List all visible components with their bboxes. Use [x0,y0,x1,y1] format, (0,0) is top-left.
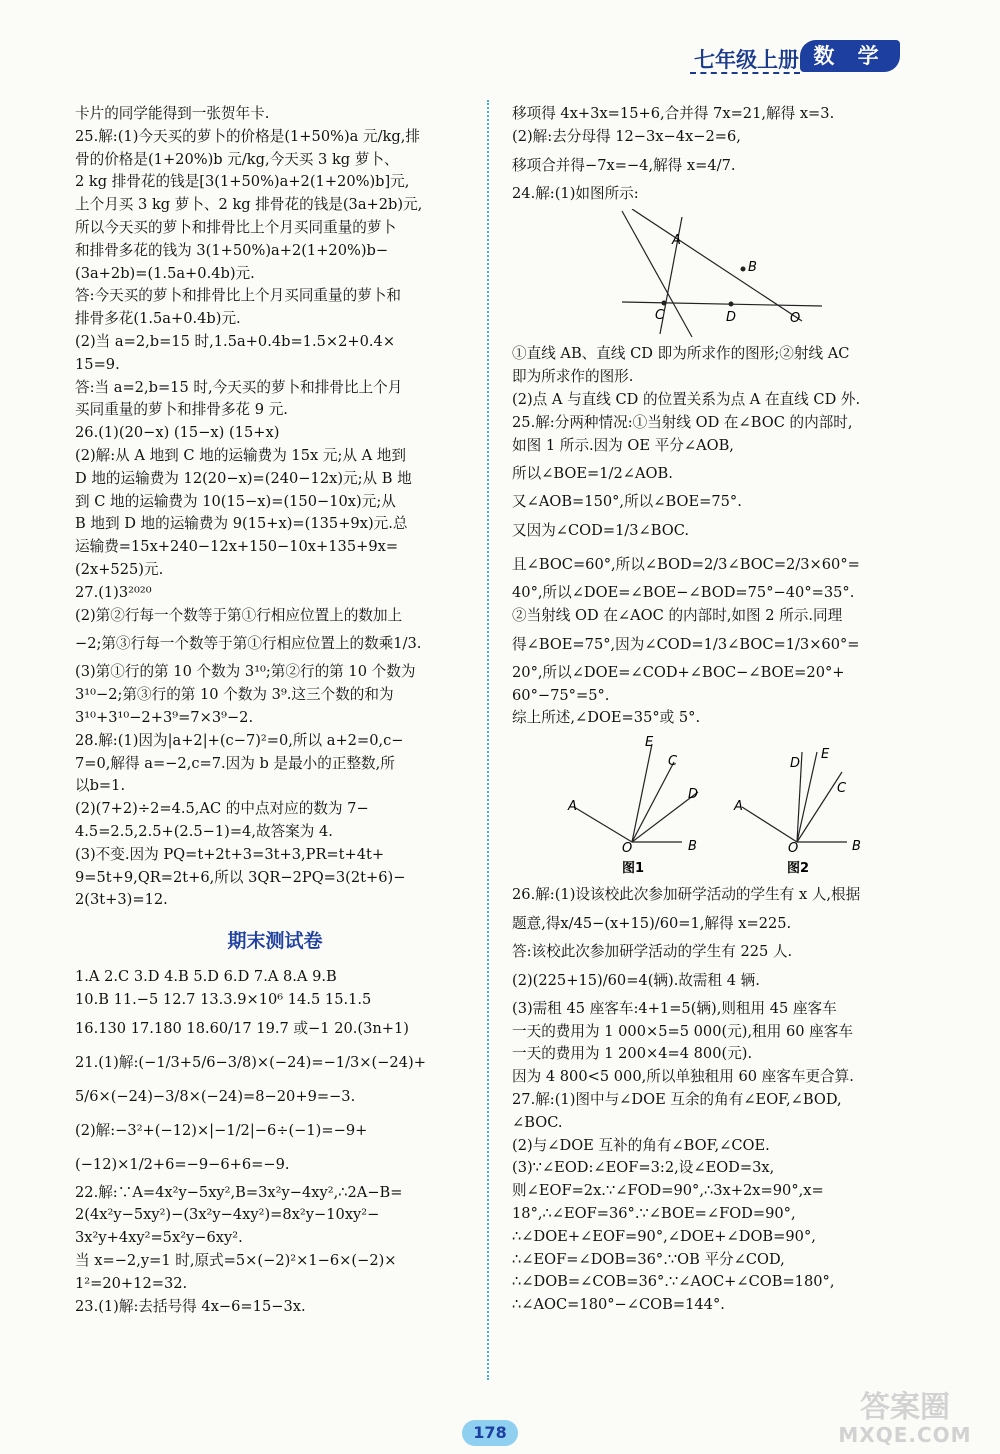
text-line: 得∠BOE=75°,因为∠COD=1/3∠BOC=1/3×60°= [512,635,860,653]
fig2-label-e: E [821,747,830,763]
text-line: ∴∠DOB=∠COB=36°.∵∠AOC+∠COB=180°, [512,1273,835,1291]
right-answers-part1 [512,103,912,205]
text-line: (2)与∠DOE 互补的角有∠BOF,∠COE. [512,1136,770,1154]
angle-figure-1 [567,735,698,876]
text-line: 4.5=2.5,2.5+(2.5−1)=4,故答案为 4. [75,822,333,840]
text-line: 60°−75°=5°. [512,686,610,704]
text-line: 答:当 a=2,b=15 时,今天买的萝卜和排骨比上个月 [75,378,403,396]
text-line: 综上所述,∠DOE=35°或 5°. [512,709,701,727]
text-line: (2)(225+15)/60=4(辆).故需租 4 辆. [512,971,760,989]
text-line: 答:今天买的萝卜和排骨比上个月买同重量的萝卜和 [75,287,401,305]
text-line: D 地的运输费为 12(20−x)=(240−12x)元;从 B 地 [75,469,412,487]
figure-lines-diagram [512,209,822,339]
text-line: ∴∠DOE+∠EOF=90°,∠DOE+∠DOB=90°, [512,1227,816,1245]
text-line: 以b=1. [75,777,126,795]
text-line: (2)点 A 与直线 CD 的位置关系为点 A 在直线 CD 外. [512,390,861,408]
text-line: ②当射线 OD 在∠AOC 的内部时,如图 2 所示.同理 [512,606,843,624]
text-line: 7=0,解得 a=−2,c=7.因为 b 是最小的正整数,所 [75,754,395,772]
text-line: 一天的费用为 1 200×4=4 800(元). [512,1045,753,1063]
text-line: 15=9. [75,355,120,373]
text-line: 所以∠BOE=1/2∠AOB. [512,465,673,483]
text-line: 买同重量的萝卜和排骨多花 9 元. [75,401,288,419]
text-line: 排骨多花(1.5a+0.4b)元. [75,310,241,328]
text-line: 3¹⁰+3¹⁰−2+3⁹=7×3⁹−2. [75,708,254,726]
column-divider [487,100,489,1380]
text-line: 10.B 11.−5 12.7 13.3.9×10⁶ 14.5 15.1.5 [75,990,372,1008]
text-line: 又∠AOB=150°,所以∠BOE=75°. [512,493,742,511]
fig2-label-a: A [734,799,743,815]
text-line: 运输费=15x+240−12x+150−10x+135+9x= [75,538,399,556]
text-line: 26.解:(1)设该校此次参加研学活动的学生有 x 人,根据 [512,886,861,904]
text-line: (2x+525)元. [75,560,164,578]
text-line: (2)(7+2)÷2=4.5,AC 的中点对应的数为 7− [75,800,369,818]
text-line: (3)∵∠EOD:∠EOF=3:2,设∠EOD=3x, [512,1159,775,1177]
text-line: 和排骨多花的钱为 3(1+50%)a+2(1+20%)b− [75,241,389,259]
fig1-label-e: E [645,735,654,751]
fig1-label-o: O [622,841,633,857]
text-line: 当 x=−2,y=1 时,原式=5×(−2)²×1−6×(−2)× [75,1252,397,1270]
text-line: 移项合并得−7x=−4,解得 x=4/7. [512,156,736,174]
text-line: 骨的价格是(1+20%)b 元/kg,今天买 3 kg 萝卜、 [75,150,399,168]
text-line: 1.A 2.C 3.D 4.B 5.D 6.D 7.A 8.A 9.B [75,968,337,986]
text-line: 一天的费用为 1 000×5=5 000(元),租用 60 座客车 [512,1022,853,1040]
text-line: 3x²y+4xy²=5x²y−6xy². [75,1229,243,1247]
label-d: D [726,310,737,326]
fig2-label-o: O [788,841,799,857]
text-line: 2 kg 排骨花的钱是[3(1+50%)a+2(1+20%)b]元, [75,173,410,191]
text-line: 上个月买 3 kg 萝卜、2 kg 排骨花的钱是(3a+2b)元, [75,196,423,214]
label-b: B [748,260,757,276]
text-line: B 地到 D 地的运输费为 9(15+x)=(135+9x)元.总 [75,515,408,533]
fig1-label-a: A [568,799,577,815]
fig1-caption: 图1 [622,861,645,877]
text-line: 24.解:(1)如图所示: [512,184,639,202]
text-line: 且∠BOC=60°,所以∠BOD=2/3∠BOC=2/3×60°= [512,556,860,574]
grade-label: 七年级上册 [694,48,799,72]
text-line: 27.(1)3²⁰²⁰ [75,583,152,601]
subject-tab: 数 学 [800,40,900,72]
text-line: 25.解:分两种情况:①当射线 OD 在∠BOC 的内部时, [512,413,853,431]
text-line: 28.解:(1)因为|a+2|+(c−7)²=0,所以 a+2=0,c− [75,731,404,749]
text-line: 2(3t+3)=12. [75,891,168,909]
text-line: 因为 4 800<5 000,所以单独租用 60 座客车更合算. [512,1068,854,1086]
text-line: (2)解:去分母得 12−3x−4x−2=6, [512,127,741,145]
right-answers-part3 [512,884,912,1317]
fig2-caption: 图2 [787,861,810,877]
text-line: 移项得 4x+3x=15+6,合并得 7x=21,解得 x=3. [512,105,835,122]
line-cd [622,302,822,306]
point-d [729,302,734,307]
fig2-label-c: C [837,781,847,797]
text-line: ∠BOC. [512,1113,563,1131]
text-line: 18°,∴∠EOF=36°.∵∠BOE=∠FOD=90°, [512,1204,796,1222]
text-line: 27.解:(1)图中与∠DOE 互余的角有∠EOF,∠BOD, [512,1090,842,1108]
text-line: 3¹⁰−2;第③行的第 10 个数为 3⁹.这三个数的和为 [75,686,394,704]
text-line: 如图 1 所示.因为 OE 平分∠AOB, [512,436,734,454]
text-line: 卡片的同学能得到一张贺年卡. [75,105,270,122]
point-c [662,301,667,306]
text-line: (−12)×1/2+6=−9−6+6=−9. [75,1155,290,1173]
left-answers-part2 [75,966,475,1318]
text-line: 26.(1)(20−x) (15−x) (15+x) [75,424,280,442]
text-line: (3a+2b)=(1.5a+0.4b)元. [75,264,255,282]
text-line: 则∠EOF=2x.∵∠FOD=90°,∴3x+2x=90°,x= [512,1182,824,1200]
text-line: 题意,得x/45−(x+15)/60=1,解得 x=225. [512,914,792,932]
text-line: (2)第②行每一个数等于第①行相应位置上的数加上 [75,606,403,624]
fig1-label-c: C [668,754,678,770]
section-title: 期末测试卷 [227,930,323,953]
text-line: 40°,所以∠DOE=∠BOE−∠BOD=75°−40°=35°. [512,584,855,602]
text-line: (3)需租 45 座客车:4+1=5(辆),则租用 45 座客车 [512,999,837,1017]
fig1-label-d: D [688,787,699,803]
text-line: (3)不变.因为 PQ=t+2t+3=3t+3,PR=t+4t+ [75,845,385,863]
fig2-label-b: B [852,839,861,855]
point-b [741,267,746,272]
watermark-text: 答案圈 [860,1390,950,1425]
text-line: (2)解:从 A 地到 C 地的运输费为 15x 元;从 A 地到 [75,446,406,464]
left-column [75,103,475,1318]
text-line: 23.(1)解:去括号得 4x−6=15−3x. [75,1297,306,1315]
label-o: O [790,311,801,327]
figure-angles-diagram [512,732,872,882]
right-column [512,103,912,1317]
text-line: 又因为∠COD=1/3∠BOC. [512,522,690,540]
text-line: 所以今天买的萝卜和排骨比上个月买同重量的萝卜 [75,218,397,236]
text-line: ①直线 AB、直线 CD 即为所求作的图形;②射线 AC [512,345,850,363]
label-a: A [672,233,681,249]
fig1-label-b: B [688,839,697,855]
watermark-logo [830,1392,980,1450]
label-c: C [655,308,665,324]
text-line: 1²=20+12=32. [75,1274,188,1292]
text-line: 16.130 17.180 18.60/17 19.7 或−1 20.(3n+1) [75,1019,409,1037]
text-line: 22.解:∵A=4x²y−5xy²,B=3x²y−4xy²,∴2A−B= [75,1183,403,1201]
text-line: 25.解:(1)今天买的萝卜的价格是(1+50%)a 元/kg,排 [75,127,420,145]
angle-figure-2 [733,747,861,876]
left-answers-part1 [75,103,475,912]
text-line: 即为所求作的图形. [512,368,634,386]
text-line: 5/6×(−24)−3/8×(−24)=8−20+9=−3. [75,1087,356,1105]
right-answers-part2 [512,343,912,730]
header-underline [690,72,800,74]
text-line: 21.(1)解:(−1/3+5/6−3/8)×(−24)=−1/3×(−24)+ [75,1053,426,1071]
text-line: ∴∠AOC=180°−∠COB=144°. [512,1296,725,1314]
text-line: (3)第①行的第 10 个数为 3¹⁰;第②行的第 10 个数为 [75,663,416,681]
text-line: 20°,所以∠DOE=∠COD+∠BOC−∠BOE=20°+ [512,663,845,681]
text-line: 答:该校此次参加研学活动的学生有 225 人. [512,942,793,960]
text-line: (2)解:−3²+(−12)×|−1/2|−6÷(−1)=−9+ [75,1121,368,1139]
watermark-url: MXQE.COM [838,1423,972,1447]
text-line: −2;第③行每一个数等于第①行相应位置上的数乘1/3. [75,635,422,653]
fig2-label-d: D [790,756,801,772]
text-line: 9=5t+9,QR=2t+6,所以 3QR−2PQ=3(2t+6)− [75,868,406,886]
text-line: 到 C 地的运输费为 10(15−x)=(150−10x)元;从 [75,492,396,510]
text-line: ∴∠EOF=∠DOB=36°.∵OB 平分∠COD, [512,1250,785,1268]
text-line: 2(4x²y−5xy²)−(3x²y−4xy²)=8x²y−10xy²− [75,1206,380,1224]
page-number: 178 [462,1420,518,1446]
text-line: (2)当 a=2,b=15 时,1.5a+0.4b=1.5×2+0.4× [75,332,396,350]
